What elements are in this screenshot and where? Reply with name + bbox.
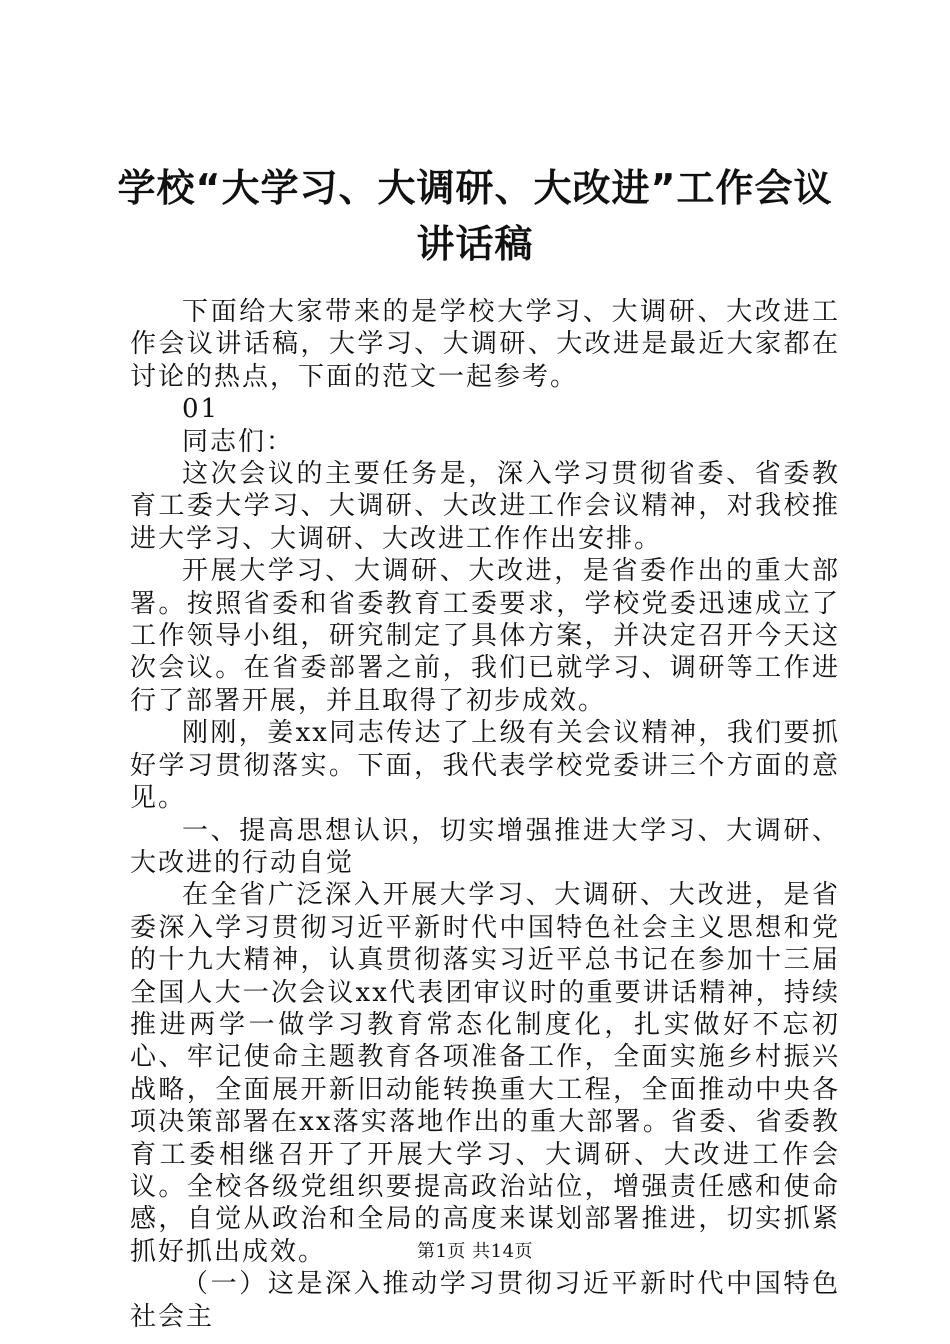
intro-paragraph: 下面给大家带来的是学校大学习、大调研、大改进工作会议讲话稿，大学习、大调研、大改进是最近大家都在讨论的热点，下面的范文一起参考。: [130, 297, 840, 392]
body-paragraph: 这次会议的主要任务是，深入学习贯彻省委、省委教育工委大学习、大调研、大改进工作会议精神，对我校推进大学习、大调研、大改进工作作出安排。: [130, 459, 840, 554]
document-title: 学校“大学习、大调研、大改进”工作会议讲话稿: [117, 166, 833, 266]
section-number: 01: [182, 394, 220, 425]
body-paragraph: 在全省广泛深入开展大学习、大调研、大改进，是省委深入学习贯彻习近平新时代中国特色社会主义思想和党的十九大精神，认真贯彻落实习近平总书记在参加十三届全国人大一次会议xx代表团审议时的重要讲话精神，持续推进两学一做学习教育常态化制度化，扎实做好不忘初心、牢记使命主题教育各项准备工作，全面实施乡村振兴战略，全面展开新旧动能转换重大工程，全面推动中央各项决策部署在xx落实落地作出的重大部署。省委、省委教育工委相继召开了开展大学习、大调研、大改进工作会议。全校各级党组织要提高政治站位，增强责任感和使命感，自觉从政治和全局的高度来谋划部署推进，切实抓紧抓好抓出成效。: [130, 880, 840, 1267]
document-body: [130, 296, 840, 1333]
body-paragraph: 刚刚，姜xx同志传达了上级有关会议精神，我们要抓好学习贯彻落实。下面，我代表学校党委讲三个方面的意见。: [130, 718, 840, 814]
body-paragraph: 开展大学习、大调研、大改进，是省委作出的重大部署。按照省委和省委教育工委要求，学校党委迅速成立了工作领导小组，研究制定了具体方案，并决定召开今天这次会议。在省委部署之前，我们已就学习、调研等工作进行了部署开展，并且取得了初步成效。: [130, 556, 840, 716]
section-heading: 一、提高思想认识，切实增强推进大学习、大调研、大改进的行动自觉: [130, 815, 840, 878]
subsection-heading: （一）这是深入推动学习贯彻习近平新时代中国特色社会主: [130, 1269, 840, 1332]
page-number-footer: 第1页 共14页: [416, 1241, 534, 1262]
salutation: 同志们：: [182, 426, 295, 457]
